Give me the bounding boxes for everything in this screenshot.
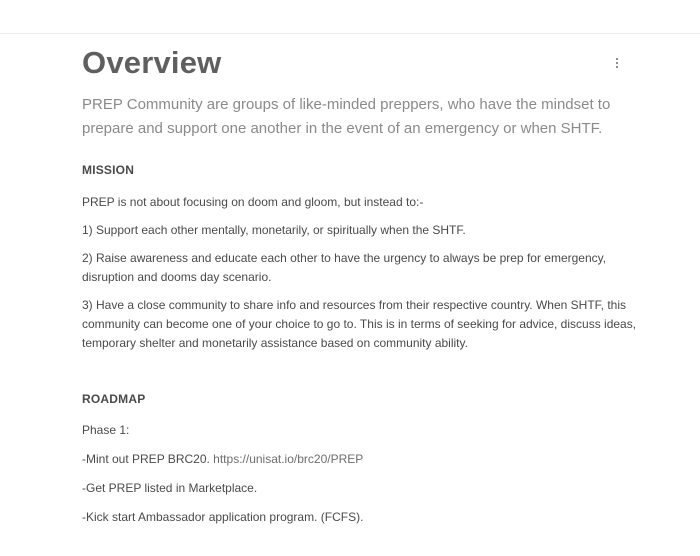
top-divider — [0, 33, 700, 34]
roadmap-heading: ROADMAP — [82, 392, 146, 406]
brc20-link[interactable]: https://unisat.io/brc20/PREP — [213, 452, 364, 466]
more-options-button[interactable] — [608, 53, 626, 73]
more-vertical-icon-dot — [616, 66, 618, 68]
roadmap-item-1 — [82, 450, 642, 469]
mission-point-3: 3) Have a close community to share info and resources from their respective country. When SHTF, this community can become one of your choice to go to. This is in terms of seeking for advice, discuss ideas, temporary shelter and monetarily assistance based on community ability. — [82, 298, 637, 350]
roadmap-item-1-text: -Mint out PREP BRC20. — [82, 452, 210, 466]
mission-point-2: 2) Raise awareness and educate each other to have the urgency to always be prep for emergency, disruption and dooms day scenario. — [82, 251, 607, 284]
mission-heading: MISSION — [82, 163, 135, 177]
page-title: Overview — [82, 45, 222, 80]
mission-lead: PREP is not about focusing on doom and gloom, but instead to:- — [82, 195, 424, 209]
roadmap-phase: Phase 1: — [82, 423, 130, 437]
mission-point-1: 1) Support each other mentally, monetarily, or spiritually when the SHTF. — [82, 223, 466, 237]
roadmap-item-3: -Kick start Ambassador application program. (FCFS). — [82, 510, 364, 524]
intro-text: PREP Community are groups of like-minded preppers, who have the mindset to prepare and support one another in the event of an emergency or when SHTF. — [82, 96, 611, 137]
more-vertical-icon — [616, 58, 618, 60]
roadmap-item-2: -Get PREP listed in Marketplace. — [82, 481, 258, 495]
more-vertical-icon-dot — [616, 62, 618, 64]
